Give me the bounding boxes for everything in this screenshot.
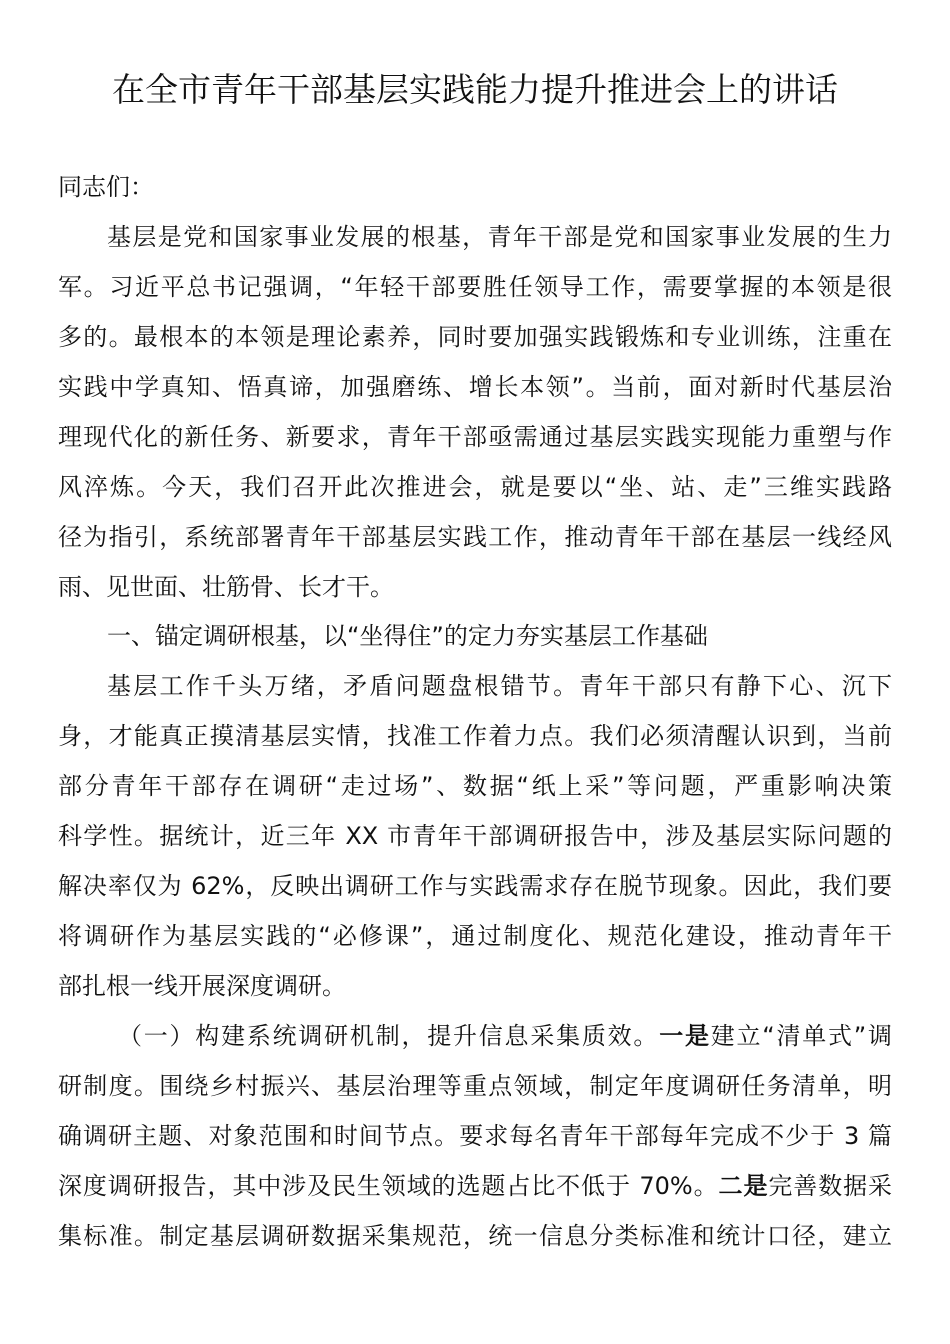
document-body — [58, 163, 892, 1262]
paragraph-line: 理现代化的新任务、新要求，青年干部亟需通过基层实践实现能力重塑与作 — [58, 422, 892, 451]
subsection-heading: （一）构建系统调研机制，提升信息采集质效。 — [118, 1021, 660, 1050]
intro-paragraph — [58, 213, 892, 613]
paragraph-line: 身，才能真正摸清基层实情，找准工作着力点。我们必须清醒认识到，当前 — [58, 722, 892, 751]
paragraph-line: 解决率仅为 62%，反映出调研工作与实践需求存在脱节现象。因此，我们要 — [58, 872, 892, 901]
paragraph-line: 基层是党和国家事业发展的根基，青年干部是党和国家事业发展的生力 — [107, 222, 892, 251]
paragraph-line: 军。习近平总书记强调，“年轻干部要胜任领导工作，需要掌握的本领是很 — [58, 272, 892, 301]
subsection1-paragraph — [58, 1012, 892, 1262]
paragraph-line: 部扎根一线开展深度调研。 — [58, 972, 346, 1000]
paragraph-line: 基层工作千头万绪，矛盾问题盘根错节。青年干部只有静下心、沉下 — [107, 672, 892, 701]
paragraph-line: 科学性。据统计，近三年 XX 市青年干部调研报告中，涉及基层实际问题的 — [58, 822, 892, 851]
salutation: 同志们： — [58, 173, 154, 201]
paragraph-line — [58, 1162, 892, 1212]
paragraph-text: 建立“清单式”调 — [710, 1021, 892, 1050]
paragraph-line: 风淬炼。今天，我们召开此次推进会，就是要以“坐、站、走”三维实践路 — [58, 472, 892, 501]
paragraph-line: 确调研主题、对象范围和时间节点。要求每名青年干部每年完成不少于 3 篇 — [58, 1121, 892, 1150]
paragraph-line: 多的。最根本的本领是理论素养，同时要加强实践锻炼和专业训练，注重在 — [58, 322, 892, 351]
document-title: 在全市青年干部基层实践能力提升推进会上的讲话 — [112, 70, 838, 109]
paragraph-line: 研制度。围绕乡村振兴、基层治理等重点领域，制定年度调研任务清单，明 — [58, 1071, 892, 1100]
paragraph-line: 实践中学真知、悟真谛，加强磨练、增长本领”。当前，面对新时代基层治 — [58, 372, 892, 401]
section-heading: 一、锚定调研根基，以“坐得住”的定力夯实基层工作基础 — [107, 622, 708, 651]
paragraph-text: 完善数据采 — [768, 1171, 893, 1200]
paragraph-line: 集标准。制定基层调研数据采集规范，统一信息分类标准和统计口径，建立 — [58, 1221, 892, 1250]
bold-marker: 一是 — [659, 1021, 711, 1050]
paragraph-line: 将调研作为基层实践的“必修课”，通过制度化、规范化建设，推动青年干 — [58, 922, 892, 951]
paragraph-line: 雨、见世面、壮筋骨、长才干。 — [58, 572, 394, 601]
section1-paragraph — [58, 662, 892, 1012]
paragraph-line: 径为指引，系统部署青年干部基层实践工作，推动青年干部在基层一线经风 — [58, 522, 892, 551]
subsection-heading-line — [58, 1012, 892, 1062]
bold-marker: 二是 — [718, 1171, 769, 1200]
paragraph-text: 深度调研报告，其中涉及民生领域的选题占比不低于 70%。 — [58, 1171, 719, 1200]
paragraph-line: 部分青年干部存在调研“走过场”、数据“纸上采”等问题，严重影响决策 — [58, 772, 892, 801]
